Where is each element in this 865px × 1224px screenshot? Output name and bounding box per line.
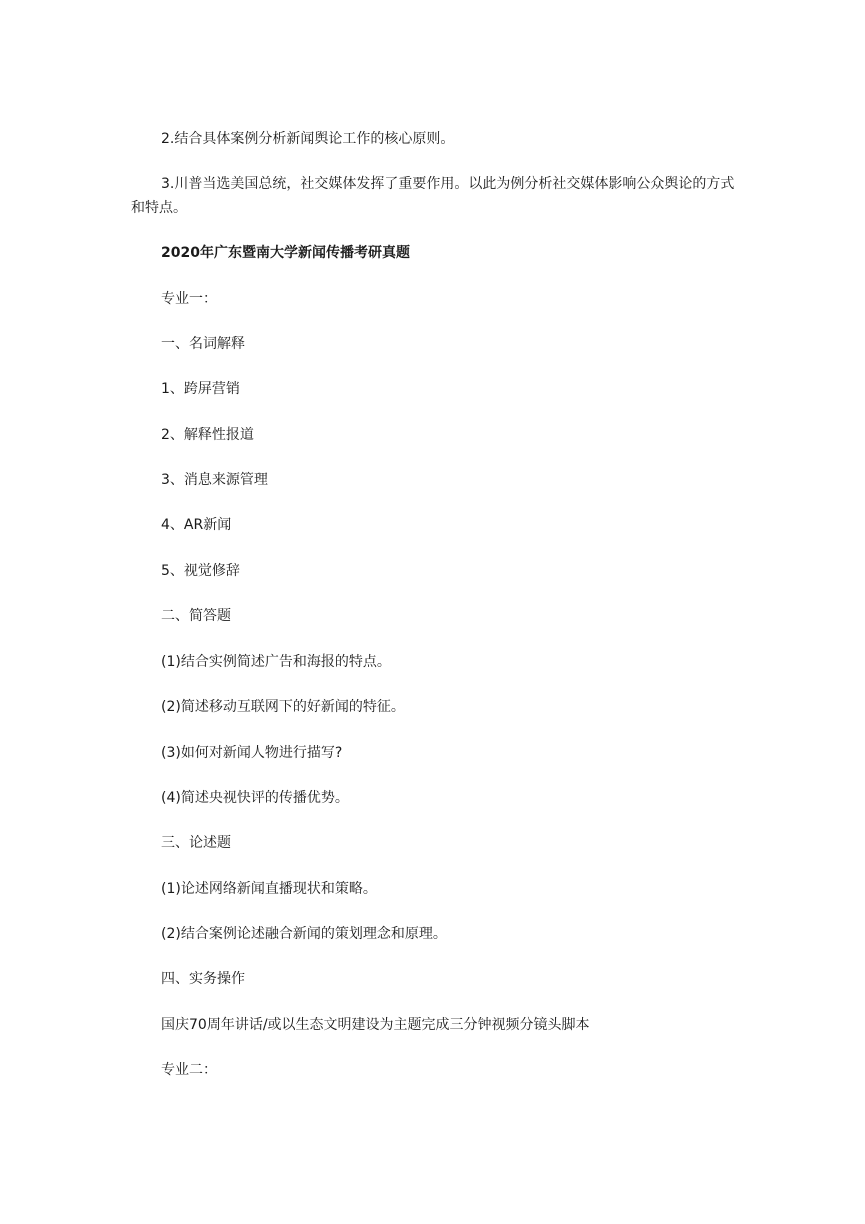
section-practice-heading: 四、实务操作 xyxy=(161,971,245,987)
term-item: 5、视觉修辞 xyxy=(161,563,240,579)
essay-item: (1)论述网络新闻直播现状和策略。 xyxy=(161,881,377,897)
practice-item: 国庆70周年讲话/或以生态文明建设为主题完成三分钟视频分镜头脚本 xyxy=(161,1017,590,1033)
term-item: 4、AR新闻 xyxy=(161,517,232,533)
major-two-heading: 专业二： xyxy=(161,1062,217,1078)
exam-title: 2020年广东暨南大学新闻传播考研真题 xyxy=(161,245,410,261)
short-answer-item: (1)结合实例简述广告和海报的特点。 xyxy=(161,654,391,670)
section-short-answer-heading: 二、简答题 xyxy=(161,608,231,624)
term-item: 2、解释性报道 xyxy=(161,427,254,443)
section-essay-heading: 三、论述题 xyxy=(161,835,231,851)
short-answer-item: (4)简述央视快评的传播优势。 xyxy=(161,790,349,806)
question-2: 2.结合具体案例分析新闻舆论工作的核心原则。 xyxy=(161,131,455,147)
major-one-heading: 专业一： xyxy=(161,291,217,307)
question-3: 3.川普当选美国总统，社交媒体发挥了重要作用。以此为例分析社交媒体影响公众舆论的方式和特点。 xyxy=(131,176,735,216)
essay-item: (2)结合案例论述融合新闻的策划理念和原理。 xyxy=(161,926,447,942)
short-answer-item: (3)如何对新闻人物进行描写? xyxy=(161,745,343,761)
short-answer-item: (2)简述移动互联网下的好新闻的特征。 xyxy=(161,699,405,715)
term-item: 1、跨屏营销 xyxy=(161,381,240,397)
section-terms-heading: 一、名词解释 xyxy=(161,336,245,352)
term-item: 3、消息来源管理 xyxy=(161,472,268,488)
